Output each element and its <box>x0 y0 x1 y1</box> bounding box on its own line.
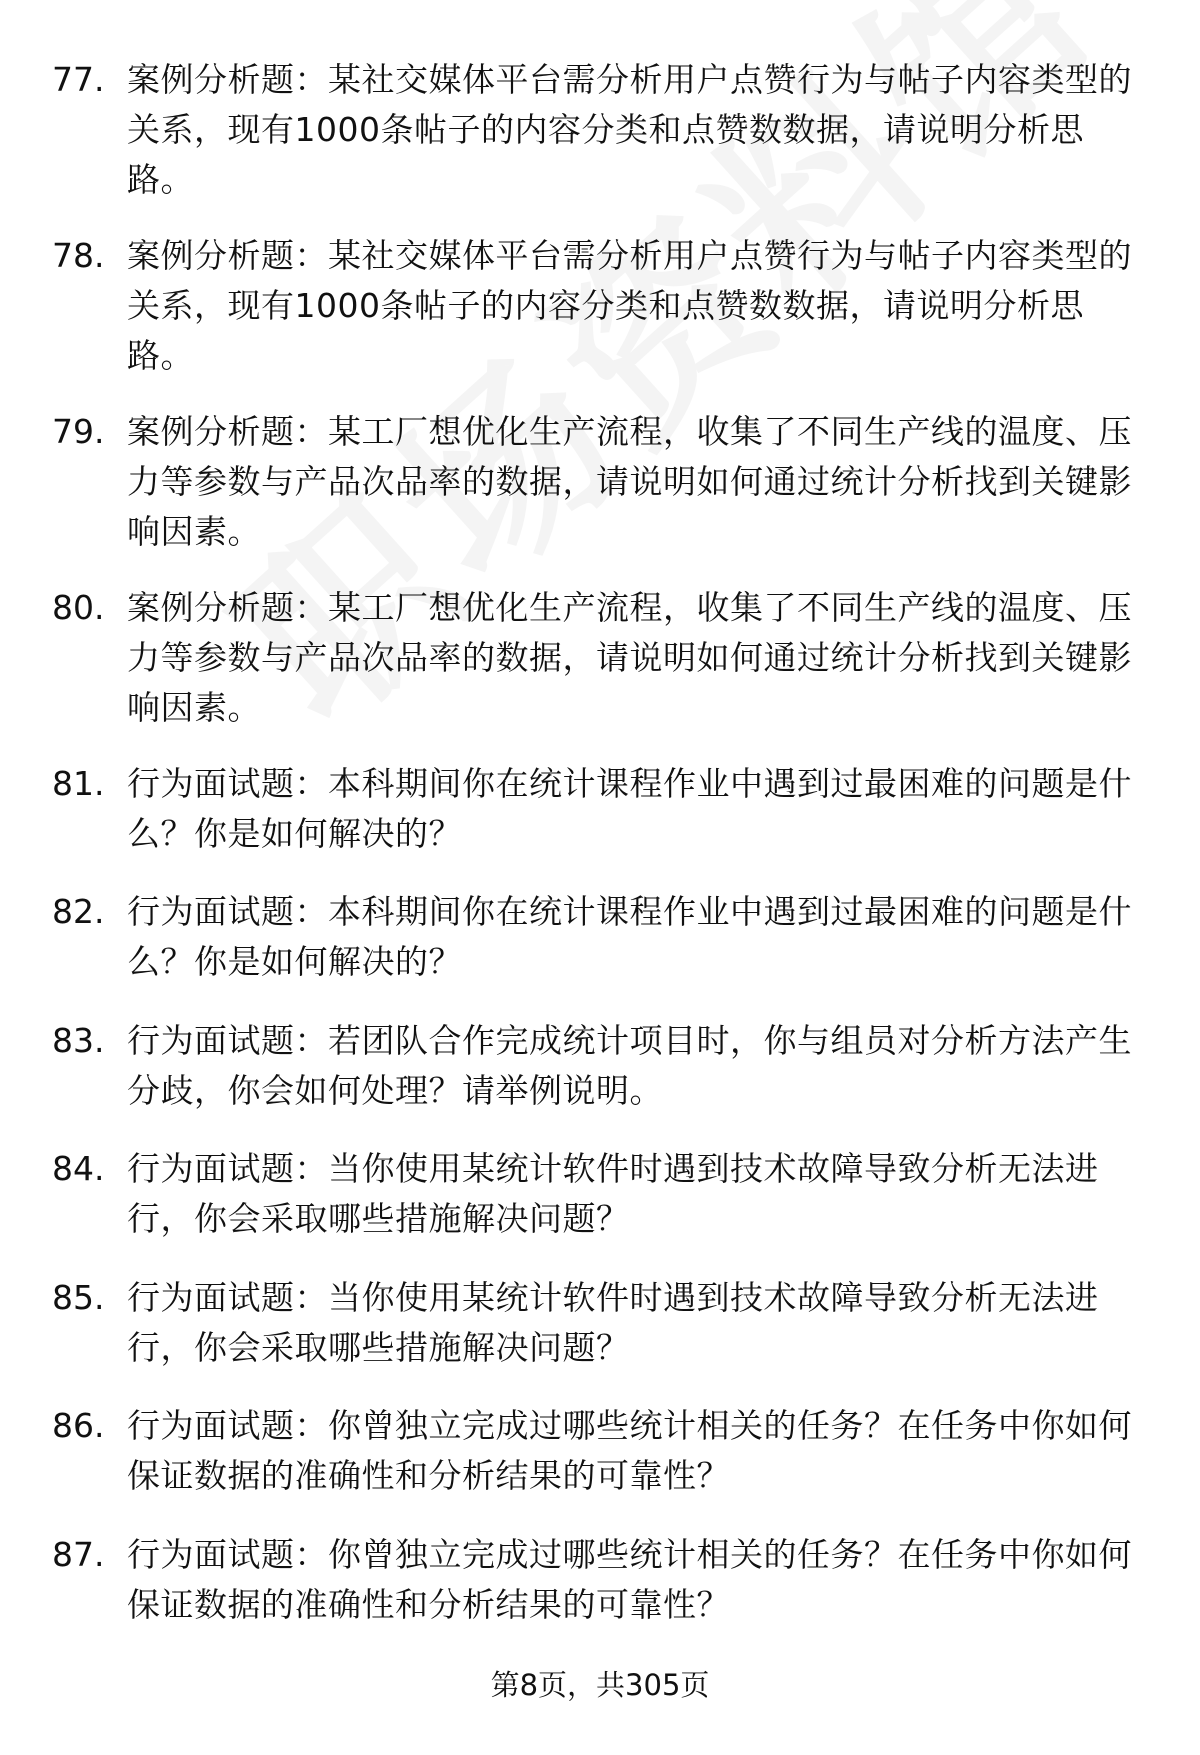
question-number: 84. <box>52 1149 105 1188</box>
question-text: 行为面试题：本科期间你在统计课程作业中遇到过最困难的问题是什么？你是如何解决的？ <box>127 764 1132 853</box>
question-list <box>0 55 1200 1640</box>
question-item <box>0 583 1200 759</box>
question-number: 78. <box>52 236 105 275</box>
question-text: 行为面试题：你曾独立完成过哪些统计相关的任务？在任务中你如何保证数据的准确性和分析结果的可靠性？ <box>127 1535 1132 1624</box>
question-text: 案例分析题：某工厂想优化生产流程，收集了不同生产线的温度、压力等参数与产品次品率的数据，请说明如何通过统计分析找到关键影响因素。 <box>127 588 1132 727</box>
question-number: 79. <box>52 412 105 451</box>
question-number: 80. <box>52 588 105 627</box>
question-text: 行为面试题：当你使用某统计软件时遇到技术故障导致分析无法进行，你会采取哪些措施解决问题？ <box>127 1278 1099 1367</box>
question-text: 行为面试题：当你使用某统计软件时遇到技术故障导致分析无法进行，你会采取哪些措施解决问题？ <box>127 1149 1099 1238</box>
question-item <box>0 1144 1200 1273</box>
question-number: 77. <box>52 60 105 99</box>
question-item <box>0 759 1200 887</box>
question-text: 行为面试题：你曾独立完成过哪些统计相关的任务？在任务中你如何保证数据的准确性和分析结果的可靠性？ <box>127 1406 1132 1495</box>
question-item <box>0 407 1200 583</box>
question-item <box>0 1016 1200 1144</box>
question-number: 81. <box>52 764 105 803</box>
question-number: 83. <box>52 1021 105 1060</box>
question-item <box>0 1273 1200 1401</box>
question-number: 86. <box>52 1406 105 1445</box>
question-item <box>0 55 1200 231</box>
question-text: 案例分析题：某工厂想优化生产流程，收集了不同生产线的温度、压力等参数与产品次品率的数据，请说明如何通过统计分析找到关键影响因素。 <box>127 412 1132 551</box>
question-item <box>0 1401 1200 1530</box>
question-number: 87. <box>52 1535 105 1574</box>
question-item <box>0 1530 1200 1640</box>
question-item <box>0 231 1200 407</box>
question-text: 案例分析题：某社交媒体平台需分析用户点赞行为与帖子内容类型的关系，现有1000条帖子的内容分类和点赞数数据，请说明分析思路。 <box>127 236 1132 375</box>
question-text: 行为面试题：本科期间你在统计课程作业中遇到过最困难的问题是什么？你是如何解决的？ <box>127 892 1132 981</box>
page-footer: 第8页，共305页 <box>490 1668 710 1702</box>
question-number: 85. <box>52 1278 105 1317</box>
question-text: 行为面试题：若团队合作完成统计项目时，你与组员对分析方法产生分歧，你会如何处理？请举例说明。 <box>127 1021 1132 1110</box>
question-text: 案例分析题：某社交媒体平台需分析用户点赞行为与帖子内容类型的关系，现有1000条帖子的内容分类和点赞数数据，请说明分析思路。 <box>127 60 1132 199</box>
question-number: 82. <box>52 892 105 931</box>
question-item <box>0 887 1200 1016</box>
